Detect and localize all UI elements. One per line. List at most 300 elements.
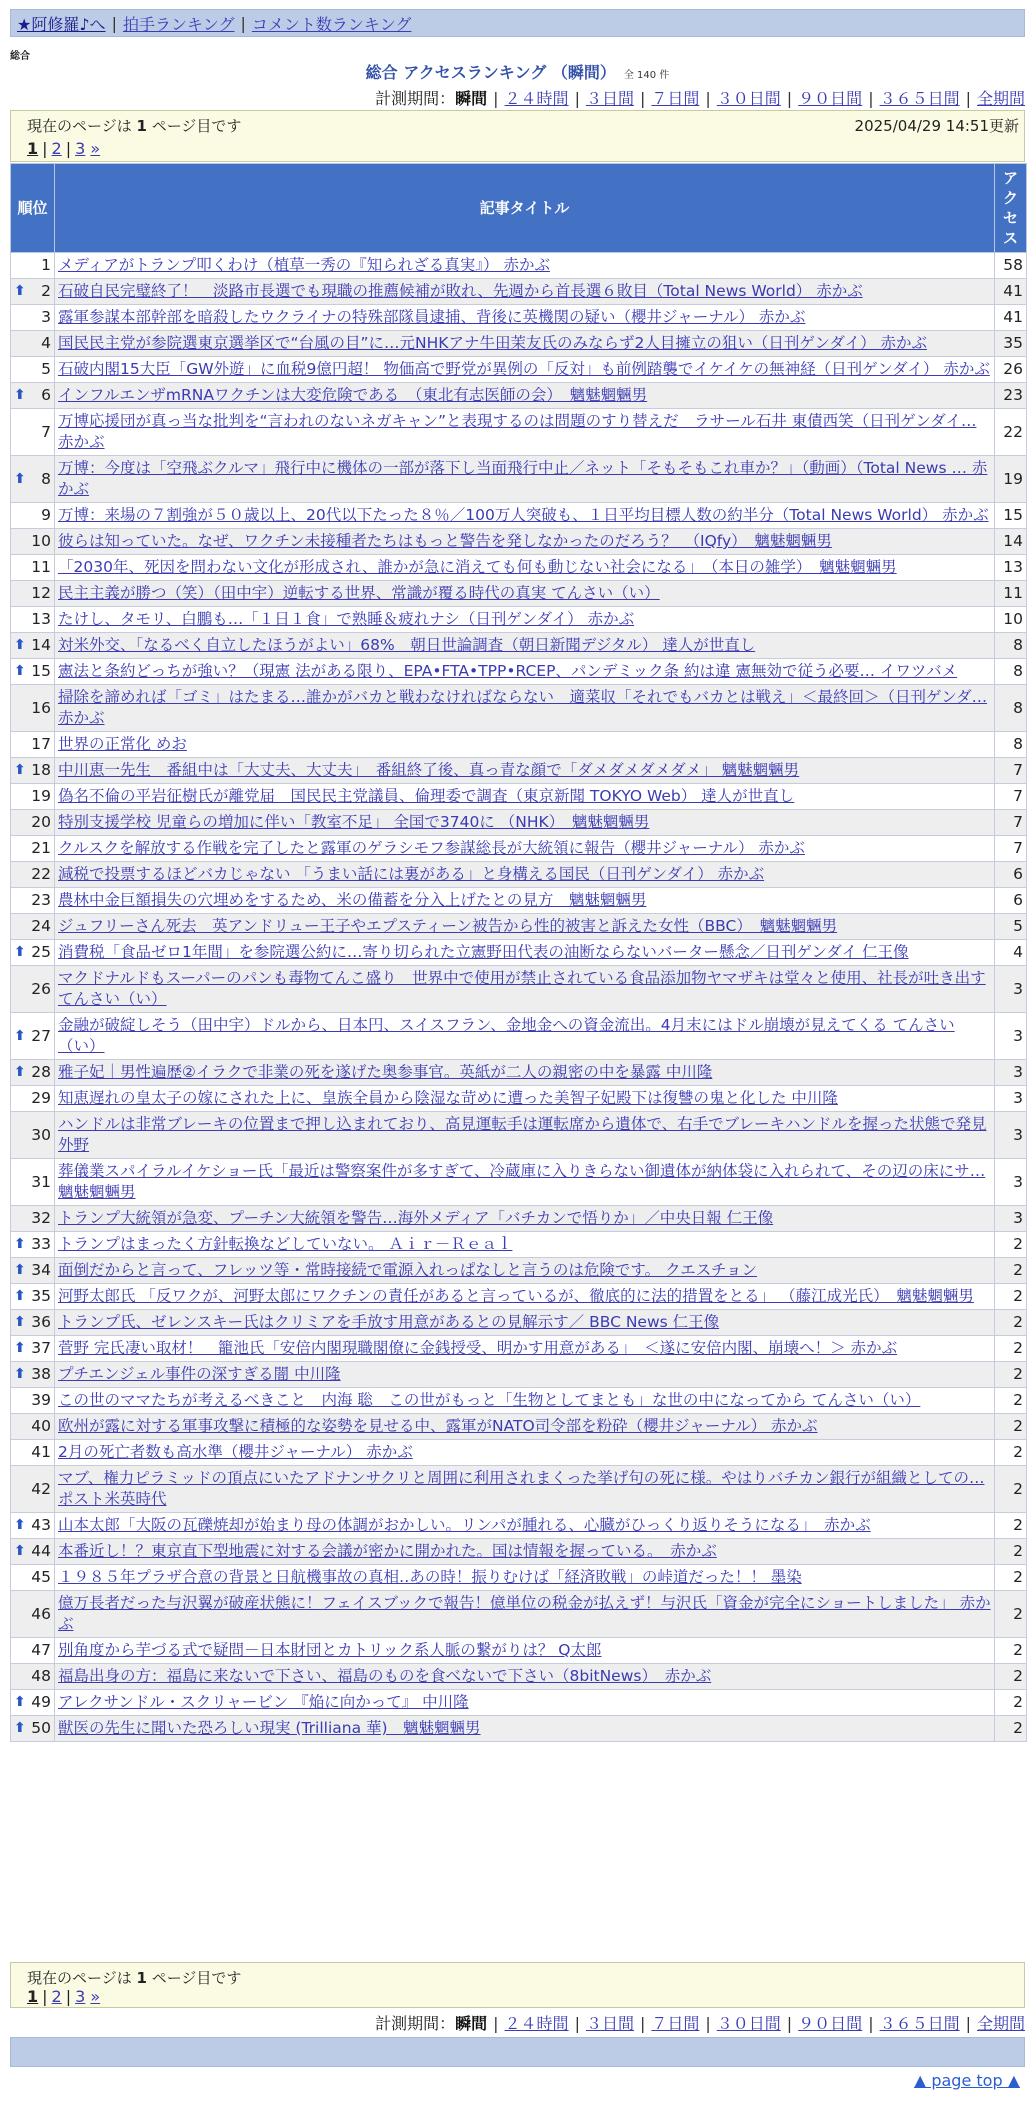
rank-cell xyxy=(11,1362,55,1388)
access-count: 2 xyxy=(995,1284,1027,1310)
rank-number: 18 xyxy=(31,761,51,779)
article-title-link[interactable]: 農林中金巨額損失の穴埋めをするため、米の備蓄を分入上げたとの見方 魑魅魍魎男 xyxy=(58,891,647,909)
access-count: 3 xyxy=(995,1112,1027,1159)
rank-cell xyxy=(11,1086,55,1112)
period-option-3[interactable]: ３０日間 xyxy=(716,89,781,108)
title-cell xyxy=(55,888,995,914)
rank-number: 20 xyxy=(31,813,51,831)
info-box-bottom xyxy=(10,1962,1025,2008)
article-title-link[interactable]: 金融が破綻しそう（田中宇）ドルから、日本円、スイスフラン、金地金への資金流出。4月末にはドル崩壊が見えてくる てんさい（い） xyxy=(58,1016,955,1055)
period-option-2[interactable]: ７日間 xyxy=(651,89,700,108)
title-cell xyxy=(55,966,995,1013)
up-arrow-icon: ⬆ xyxy=(14,470,26,487)
table-row xyxy=(11,758,1027,784)
up-arrow-icon: ⬆ xyxy=(14,1694,26,1710)
home-link[interactable]: ★阿修羅♪へ xyxy=(17,14,106,34)
article-title-link[interactable]: クルスクを解放する作戦を完了したと露軍のゲラシモフ参謀総長が大統領に報告（櫻井ジャーナル） 赤かぶ xyxy=(58,839,805,857)
article-title-link[interactable]: 「2030年、死因を問わない文化が形成され、誰かが急に消えても何も動じない社会になる」 （本日の雑学） 魑魅魍魎男 xyxy=(58,558,897,576)
access-count: 3 xyxy=(995,966,1027,1013)
rank-number: 37 xyxy=(31,1339,51,1357)
table-row xyxy=(11,1440,1027,1466)
table-row xyxy=(11,529,1027,555)
table-row xyxy=(11,862,1027,888)
access-count: 19 xyxy=(995,456,1027,503)
title-cell xyxy=(55,836,995,862)
up-arrow-icon: ⬆ xyxy=(14,1262,26,1278)
rank-cell xyxy=(11,529,55,555)
access-count: 2 xyxy=(995,1258,1027,1284)
title-cell xyxy=(55,305,995,331)
rank-cell xyxy=(11,331,55,357)
table-row xyxy=(11,1060,1027,1086)
period-option-6[interactable]: 全期間 xyxy=(976,89,1025,108)
article-title-link[interactable]: 国民民主党が参院選東京選挙区で“台風の目”に…元NHKアナ牛田茉友氏のみならず2人目擁立の狙い（日刊ゲンダイ） 赤かぶ xyxy=(58,334,928,352)
article-title-link[interactable]: トランプはまったく方針転換などしていない。 Ａｉｒ－Ｒｅａｌ xyxy=(58,1235,513,1253)
rank-number: 41 xyxy=(31,1443,51,1461)
title-cell xyxy=(55,383,995,409)
title-cell xyxy=(55,1638,995,1664)
title-cell xyxy=(55,1310,995,1336)
article-title-link[interactable]: 河野太郎氏 「反ワクが、河野太郎にワクチンの責任があると言っているが、徹底的に法的措置をとる」 （藤江成光氏） 魑魅魍魎男 xyxy=(58,1287,974,1305)
table-row xyxy=(11,659,1027,685)
title-cell xyxy=(55,1388,995,1414)
table-row xyxy=(11,409,1027,456)
title-cell xyxy=(55,758,995,784)
rank-cell xyxy=(11,1060,55,1086)
up-arrow-icon: ⬆ xyxy=(14,1340,26,1356)
table-header-row xyxy=(11,164,1027,253)
page-text-pre: 現在のページは xyxy=(27,117,132,135)
table-row xyxy=(11,1232,1027,1258)
rank-cell xyxy=(11,940,55,966)
rank-number: 42 xyxy=(31,1479,51,1498)
rank-cell xyxy=(11,1258,55,1284)
title-cell xyxy=(55,862,995,888)
table-row xyxy=(11,784,1027,810)
table-row xyxy=(11,253,1027,279)
rank-cell xyxy=(11,1336,55,1362)
period-current: 瞬間 xyxy=(455,2014,488,2033)
article-title-link[interactable]: 消費税「食品ゼロ1年間」を参院選公約に…寄り切られた立憲野田代表の油断ならないバーター懸念／日刊ゲンダイ 仁王像 xyxy=(58,943,909,961)
rank-number: 47 xyxy=(31,1641,51,1659)
rank-cell xyxy=(11,685,55,732)
ranking-table xyxy=(10,163,1027,1742)
period-option-0[interactable]: ２４時間 xyxy=(504,2014,569,2033)
article-title-link[interactable]: 2月の死亡者数も高水準（櫻井ジャーナル） 赤かぶ xyxy=(58,1443,413,1461)
table-row xyxy=(11,503,1027,529)
up-arrow-icon: ⬆ xyxy=(14,1288,26,1304)
article-title-link[interactable]: 減税で投票するほどバカじゃない 「うまい話には裏がある」と身構える国民（日刊ゲンダイ） 赤かぶ xyxy=(58,865,765,883)
access-count: 2 xyxy=(995,1513,1027,1539)
access-count: 41 xyxy=(995,279,1027,305)
rank-cell xyxy=(11,1414,55,1440)
table-row xyxy=(11,1539,1027,1565)
title-cell xyxy=(55,685,995,732)
title-cell xyxy=(55,940,995,966)
rank-number: 4 xyxy=(41,334,51,352)
title-cell xyxy=(55,1513,995,1539)
rank-cell xyxy=(11,279,55,305)
title-cell xyxy=(55,1466,995,1513)
title-cell xyxy=(55,1690,995,1716)
rank-cell xyxy=(11,409,55,456)
article-title-link[interactable]: 葬儀業スパイラルイケショー氏「最近は警察案件が多すぎて、冷蔵庫に入りきらない御遺体が納体袋に入れられて、その辺の床にサ… 魑魅魍魎男 xyxy=(58,1162,986,1201)
article-title-link[interactable]: 彼らは知っていた。なぜ、ワクチン未接種者たちはもっと警告を発しなかったのだろう？ （IQfy） 魑魅魍魎男 xyxy=(58,532,832,550)
rank-number: 12 xyxy=(31,584,51,602)
article-title-link[interactable]: 万博：来場の７割強が５０歳以上、20代以下たった８％／100万人突破も、１日平均目標人数の約半分（Total News World） 赤かぶ xyxy=(58,506,989,524)
article-title-link[interactable]: １９８５年プラザ合意の背景と日航機事故の真相‥あの時！振りむけば「経済敗戦」の峠道だった！！ 墨染 xyxy=(58,1568,802,1586)
article-title-link[interactable]: ジュフリーさん死去 英アンドリュー王子やエプスティーン被告から性的被害と訴えた女性（BBC） 魑魅魍魎男 xyxy=(58,917,838,935)
comment-ranking-link[interactable]: コメント数ランキング xyxy=(251,14,412,34)
article-title-link[interactable]: 雅子妃｜男性遍歴②イラクで非業の死を遂げた奥参事官。英紙が二人の親密の中を暴露 中川隆 xyxy=(58,1063,713,1081)
article-title-link[interactable]: 面倒だからと言って、フレッツ等・常時接続で電源入れっぱなしと言うのは危険です。 クエスチョン xyxy=(58,1261,758,1279)
rank-number: 45 xyxy=(31,1568,51,1586)
rank-number: 19 xyxy=(31,787,51,805)
clap-ranking-link[interactable]: 拍手ランキング xyxy=(122,14,235,34)
article-title-link[interactable]: マクドナルドもスーパーのパンも毒物てんこ盛り 世界中で使用が禁止されている食品添加物ヤマザキは堂々と使用、社長が吐き出す てんさい（い） xyxy=(58,969,986,1008)
period-option-1[interactable]: ３日間 xyxy=(585,2014,634,2033)
rank-cell xyxy=(11,1539,55,1565)
table-row xyxy=(11,555,1027,581)
article-title-link[interactable]: プチエンジェル事件の深すぎる闇 中川隆 xyxy=(58,1365,341,1383)
access-count: 22 xyxy=(995,409,1027,456)
access-count: 4 xyxy=(995,940,1027,966)
access-count: 2 xyxy=(995,1664,1027,1690)
rank-number: 13 xyxy=(31,610,51,628)
article-title-link[interactable]: 民主主義が勝つ（笑）（田中宇）逆転する世界、常識が覆る時代の真実 てんさい（い） xyxy=(58,584,660,602)
article-title-link[interactable]: 万博：今度は「空飛ぶクルマ」飛行中に機体の一部が落下し当面飛行中止／ネット「そもそもこれ車か？」（動画）（Total News … 赤かぶ xyxy=(58,459,988,498)
access-count: 2 xyxy=(995,1336,1027,1362)
period-option-5[interactable]: ３６５日間 xyxy=(879,2014,960,2033)
pager-page-2[interactable]: 2 xyxy=(51,139,62,158)
rank-number: 11 xyxy=(31,558,51,576)
pager-page-3[interactable]: 3 xyxy=(75,1987,86,2006)
title-cell xyxy=(55,633,995,659)
rank-number: 21 xyxy=(31,839,51,857)
title-cell xyxy=(55,1440,995,1466)
rank-cell xyxy=(11,1310,55,1336)
rank-cell xyxy=(11,758,55,784)
rank-cell xyxy=(11,1565,55,1591)
article-title-link[interactable]: ハンドルは非常ブレーキの位置まで押し込まれており、高見運転手は運転席から遺体で、右手でブレーキハンドルを握った状態で発見 外野 xyxy=(58,1115,987,1154)
title-cell xyxy=(55,1060,995,1086)
title-cell xyxy=(55,1539,995,1565)
period-separator: | xyxy=(786,89,793,108)
table-row xyxy=(11,1591,1027,1638)
period-label: 計測期間： xyxy=(375,89,456,108)
rank-cell xyxy=(11,607,55,633)
table-row xyxy=(11,279,1027,305)
period-option-1[interactable]: ３日間 xyxy=(585,89,634,108)
article-title-link[interactable]: 獣医の先生に聞いた恐ろしい現実 (Trilliana 華) 魑魅魍魎男 xyxy=(58,1719,481,1737)
article-title-link[interactable]: 世界の正常化 めお xyxy=(58,735,187,753)
title-cell xyxy=(55,1362,995,1388)
rank-number: 22 xyxy=(31,865,51,883)
period-current: 瞬間 xyxy=(455,89,488,108)
article-title-link[interactable]: たけし、タモリ、白鵬も…「１日１食」で熟睡＆疲れナシ（日刊ゲンダイ） 赤かぶ xyxy=(58,610,635,628)
article-title-link[interactable]: 露軍参謀本部幹部を暗殺したウクライナの特殊部隊員逮捕、背後に英機関の疑い（櫻井ジャーナル） 赤かぶ xyxy=(58,308,806,326)
period-option-3[interactable]: ３０日間 xyxy=(716,2014,781,2033)
table-row xyxy=(11,914,1027,940)
table-row xyxy=(11,1310,1027,1336)
header-access: アクセス xyxy=(995,164,1027,253)
table-row xyxy=(11,1638,1027,1664)
pager-separator: | xyxy=(42,139,48,158)
access-count: 8 xyxy=(995,732,1027,758)
table-row xyxy=(11,1362,1027,1388)
rank-cell xyxy=(11,305,55,331)
article-title-link[interactable]: 石破内閣15大臣「GW外遊」に血税9億円超！ 物価高で野党が異例の「反対」も前例踏襲でイケイケの無神経（日刊ゲンダイ） 赤かぶ xyxy=(58,360,990,378)
table-row xyxy=(11,1414,1027,1440)
info-box-top xyxy=(10,110,1025,162)
pager-separator: | xyxy=(65,139,72,158)
up-arrow-icon: ⬆ xyxy=(14,387,26,403)
title-cell xyxy=(55,409,995,456)
table-row xyxy=(11,685,1027,732)
period-separator: | xyxy=(965,2014,971,2033)
access-count: 3 xyxy=(995,1159,1027,1206)
rank-number: 9 xyxy=(41,506,51,524)
table-row xyxy=(11,1513,1027,1539)
article-title-link[interactable]: 山本太郎「大阪の瓦礫焼却が始まり母の体調がおかしい。リンパが腫れる、心臓がひっくり返りそうになる」 赤かぶ xyxy=(58,1516,871,1534)
access-count: 14 xyxy=(995,529,1027,555)
access-count: 2 xyxy=(995,1716,1027,1742)
rank-number: 40 xyxy=(31,1417,51,1435)
access-count: 6 xyxy=(995,888,1027,914)
article-title-link[interactable]: 福島出身の方：福島に来ないで下さい、福島のものを食べないで下さい（8bitNews） 赤かぶ xyxy=(58,1667,712,1685)
rank-number: 6 xyxy=(41,386,51,404)
table-row xyxy=(11,888,1027,914)
article-title-link[interactable]: この世のママたちが考えるべきこと 内海 聡 この世がもっと「生物としてまとも」な世の中になってから てんさい（い） xyxy=(58,1391,921,1409)
access-count: 2 xyxy=(995,1638,1027,1664)
article-title-link[interactable]: 本番近し！？東京直下型地震に対する会議が密かに開かれた。国は情報を握っている。 赤かぶ xyxy=(58,1542,717,1560)
rank-number: 44 xyxy=(31,1542,51,1560)
access-count: 8 xyxy=(995,659,1027,685)
rank-number: 46 xyxy=(31,1604,51,1623)
article-title-link[interactable]: 対米外交、「なるべく自立したほうがよい」68% 朝日世論調査（朝日新聞デジタル） 達人が世直し xyxy=(58,636,756,654)
article-title-link[interactable]: 憲法と条約どっちが強い？（現憲 法がある限り、EPA•FTA•TPP•RCEP、パンデミック条 約は違 憲無効で従う必要… イワツバメ xyxy=(58,662,958,680)
header-title: 記事タイトル xyxy=(55,164,995,253)
title-cell xyxy=(55,1232,995,1258)
rank-number: 8 xyxy=(41,469,51,488)
rank-number: 30 xyxy=(31,1125,51,1144)
access-count: 8 xyxy=(995,633,1027,659)
rank-cell xyxy=(11,888,55,914)
article-title-link[interactable]: トランプ大統領が急変、プーチン大統領を警告…海外メディア「バチカンで悟りか」／中央日報 仁王像 xyxy=(58,1209,774,1227)
access-count: 7 xyxy=(995,784,1027,810)
access-count: 2 xyxy=(995,1466,1027,1513)
article-title-link[interactable]: 中川恵一先生 番組中は「大丈夫、大丈夫」 番組終了後、真っ青な顔で「ダメダメダメダメ」 魑魅魍魎男 xyxy=(58,761,800,779)
period-separator: | xyxy=(574,2014,580,2033)
table-row xyxy=(11,1466,1027,1513)
pager-page-3[interactable]: 3 xyxy=(75,139,86,158)
title-cell xyxy=(55,456,995,503)
title-cell xyxy=(55,1284,995,1310)
current-page-text-bottom xyxy=(27,1967,241,1988)
table-row xyxy=(11,1206,1027,1232)
rank-cell xyxy=(11,1591,55,1638)
total-count: 全 140 件 xyxy=(623,70,670,81)
article-title-link[interactable]: 万博応援団が真っ当な批判を“言われのないネガキャン”と表現するのは問題のすり替えだ ラサール石井 東債西笑（日刊ゲンダイ… 赤かぶ xyxy=(58,412,977,451)
access-count: 7 xyxy=(995,810,1027,836)
rank-number: 14 xyxy=(31,636,51,654)
table-row xyxy=(11,966,1027,1013)
title-cell xyxy=(55,1591,995,1638)
rank-number: 34 xyxy=(31,1261,51,1279)
rank-number: 16 xyxy=(31,698,51,717)
period-option-5[interactable]: ３６５日間 xyxy=(879,89,960,108)
rank-number: 35 xyxy=(31,1287,51,1305)
rank-number: 50 xyxy=(31,1719,51,1737)
table-row xyxy=(11,1388,1027,1414)
period-option-2[interactable]: ７日間 xyxy=(651,2014,700,2033)
article-title-link[interactable]: 掃除を諦めれば「ゴミ」はたまる…誰かがバカと戦わなければならない 適菜収「それでもバカとは戦え」＜最終回＞（日刊ゲンダ… 赤かぶ xyxy=(58,688,988,727)
article-title-link[interactable]: 欧州が露に対する軍事攻撃に積極的な姿勢を見せる中、露軍がNATO司令部を粉砕（櫻井ジャーナル） 赤かぶ xyxy=(58,1417,818,1435)
page-text-pre: 現在のページは xyxy=(27,1969,132,1987)
rank-cell xyxy=(11,1466,55,1513)
table-row xyxy=(11,305,1027,331)
article-title-link[interactable]: 菅野 完氏凄い取材！ 籠池氏「安倍内閣現職閣僚に金銭授受、明かす用意がある」 ＜遂に安倍内閣、崩壊へ！＞ 赤かぶ xyxy=(58,1339,898,1357)
rank-cell xyxy=(11,732,55,758)
title-cell xyxy=(55,1258,995,1284)
rank-cell xyxy=(11,836,55,862)
access-count: 23 xyxy=(995,383,1027,409)
article-title-link[interactable]: 偽名不倫の平岩征樹氏が離党届 国民民主党議員、倫理委で調査（東京新聞 TOKYO Web） 達人が世直し xyxy=(58,787,795,805)
article-title-link[interactable]: マブ、権力ピラミッドの頂点にいたアドナンサクリと周囲に利用されまくった挙げ句の死に様。やはりバチカン銀行が組織としての… ポスト米英時代 xyxy=(58,1469,985,1508)
article-title-link[interactable]: 特別支援学校 児童らの増加に伴い「教室不足」 全国で3740に （NHK） 魑魅魍魎男 xyxy=(58,813,650,831)
period-separator: | xyxy=(868,89,874,108)
access-count: 13 xyxy=(995,555,1027,581)
rank-number: 28 xyxy=(31,1063,51,1081)
access-count: 10 xyxy=(995,607,1027,633)
rank-cell xyxy=(11,383,55,409)
table-row xyxy=(11,1664,1027,1690)
article-title-link[interactable]: 知恵遅れの皇太子の嫁にされた上に、皇族全員から陰湿な苛めに遭った美智子妃殿下は復讐の鬼と化した 中川隆 xyxy=(58,1089,838,1107)
access-count: 2 xyxy=(995,1362,1027,1388)
period-separator: | xyxy=(639,89,646,108)
rank-number: 49 xyxy=(31,1693,51,1711)
table-row xyxy=(11,357,1027,383)
table-row xyxy=(11,581,1027,607)
title-cell xyxy=(55,1664,995,1690)
nav-separator: | xyxy=(240,13,246,33)
updated-timestamp: 2025/04/29 14:51更新 xyxy=(854,117,1019,135)
period-option-0[interactable]: ２４時間 xyxy=(504,89,569,108)
access-count: 26 xyxy=(995,357,1027,383)
rank-cell xyxy=(11,456,55,503)
title-cell xyxy=(55,555,995,581)
access-count: 3 xyxy=(995,1013,1027,1060)
access-count: 2 xyxy=(995,1539,1027,1565)
article-title-link[interactable]: 億万長者だった与沢翼が破産状態に！フェイスブックで報告！億単位の税金が払えず！与沢氏「資金が完全にショートしました」 赤かぶ xyxy=(58,1594,991,1633)
rank-number: 23 xyxy=(31,891,51,909)
table-row xyxy=(11,1336,1027,1362)
rank-cell xyxy=(11,1664,55,1690)
access-count: 2 xyxy=(995,1232,1027,1258)
rank-cell xyxy=(11,1716,55,1742)
top-nav-bar xyxy=(10,9,1025,37)
rank-cell xyxy=(11,659,55,685)
title-cell xyxy=(55,810,995,836)
bottom-bar xyxy=(10,2037,1025,2067)
article-title-link[interactable]: アレクサンドル・スクリャービン 『焔に向かって』 中川隆 xyxy=(58,1693,469,1711)
pager-separator: | xyxy=(65,1987,72,2006)
access-count: 2 xyxy=(995,1440,1027,1466)
rank-cell xyxy=(11,966,55,1013)
period-selector-top xyxy=(375,86,1025,109)
rank-number: 29 xyxy=(31,1089,51,1107)
period-option-6[interactable]: 全期間 xyxy=(976,2014,1025,2033)
period-separator: | xyxy=(493,2014,499,2033)
rank-number: 39 xyxy=(31,1391,51,1409)
rank-number: 1 xyxy=(41,256,51,274)
title-cell xyxy=(55,1565,995,1591)
access-count: 3 xyxy=(995,1206,1027,1232)
rank-cell xyxy=(11,633,55,659)
article-title-link[interactable]: メディアがトランプ叩くわけ（植草一秀の『知られざる真実』） 赤かぶ xyxy=(58,256,550,274)
table-row xyxy=(11,810,1027,836)
article-title-link[interactable]: トランプ氏、ゼレンスキー氏はクリミアを手放す用意があるとの見解示す／ BBC News 仁王像 xyxy=(58,1313,720,1331)
period-option-4[interactable]: ９０日間 xyxy=(798,2014,863,2033)
article-title-link[interactable]: 別角度から芋づる式で疑問－日本財団とカトリック系人脈の繋がりは？ Q太郎 xyxy=(58,1641,602,1659)
table-row xyxy=(11,383,1027,409)
up-arrow-icon: ⬆ xyxy=(14,944,26,960)
access-count: 41 xyxy=(995,305,1027,331)
rank-number: 32 xyxy=(31,1209,51,1227)
table-row xyxy=(11,1013,1027,1060)
title-cell xyxy=(55,581,995,607)
access-count: 6 xyxy=(995,862,1027,888)
title-cell xyxy=(55,607,995,633)
period-separator: | xyxy=(574,89,580,108)
title-cell xyxy=(55,279,995,305)
rank-number: 26 xyxy=(31,979,51,998)
pager-next[interactable]: » xyxy=(90,1987,101,2006)
pager-page-2[interactable]: 2 xyxy=(51,1987,62,2006)
table-row xyxy=(11,1159,1027,1206)
article-title-link[interactable]: インフルエンザmRNAワクチンは大変危険である （東北有志医師の会） 魑魅魍魎男 xyxy=(58,386,648,404)
table-row xyxy=(11,732,1027,758)
article-title-link[interactable]: 石破自民完璧終了！ 淡路市長選でも現職の推薦候補が敗れ、先週から首長選６敗目（Total News World） 赤かぶ xyxy=(58,282,863,300)
up-arrow-icon: ⬆ xyxy=(14,1543,26,1559)
rank-number: 31 xyxy=(31,1172,51,1191)
title-cell xyxy=(55,529,995,555)
rank-cell xyxy=(11,862,55,888)
period-separator: | xyxy=(493,89,499,108)
pager-next[interactable]: » xyxy=(90,139,101,158)
period-option-4[interactable]: ９０日間 xyxy=(798,89,863,108)
rank-cell xyxy=(11,555,55,581)
header-rank: 順位 xyxy=(11,164,55,253)
up-arrow-icon: ⬆ xyxy=(14,663,26,679)
title-cell xyxy=(55,784,995,810)
access-count: 2 xyxy=(995,1414,1027,1440)
access-count: 7 xyxy=(995,758,1027,784)
title-cell xyxy=(55,1336,995,1362)
page-top-link[interactable]: ▲ page top ▲ xyxy=(913,2071,1020,2090)
up-arrow-icon: ⬆ xyxy=(14,637,26,653)
page-title xyxy=(0,60,1035,83)
access-count: 2 xyxy=(995,1591,1027,1638)
table-row xyxy=(11,1565,1027,1591)
rank-cell xyxy=(11,1513,55,1539)
access-count: 58 xyxy=(995,253,1027,279)
title-cell xyxy=(55,914,995,940)
rank-number: 5 xyxy=(41,360,51,378)
table-row xyxy=(11,1284,1027,1310)
page-num: 1 xyxy=(136,117,147,135)
title-cell xyxy=(55,357,995,383)
